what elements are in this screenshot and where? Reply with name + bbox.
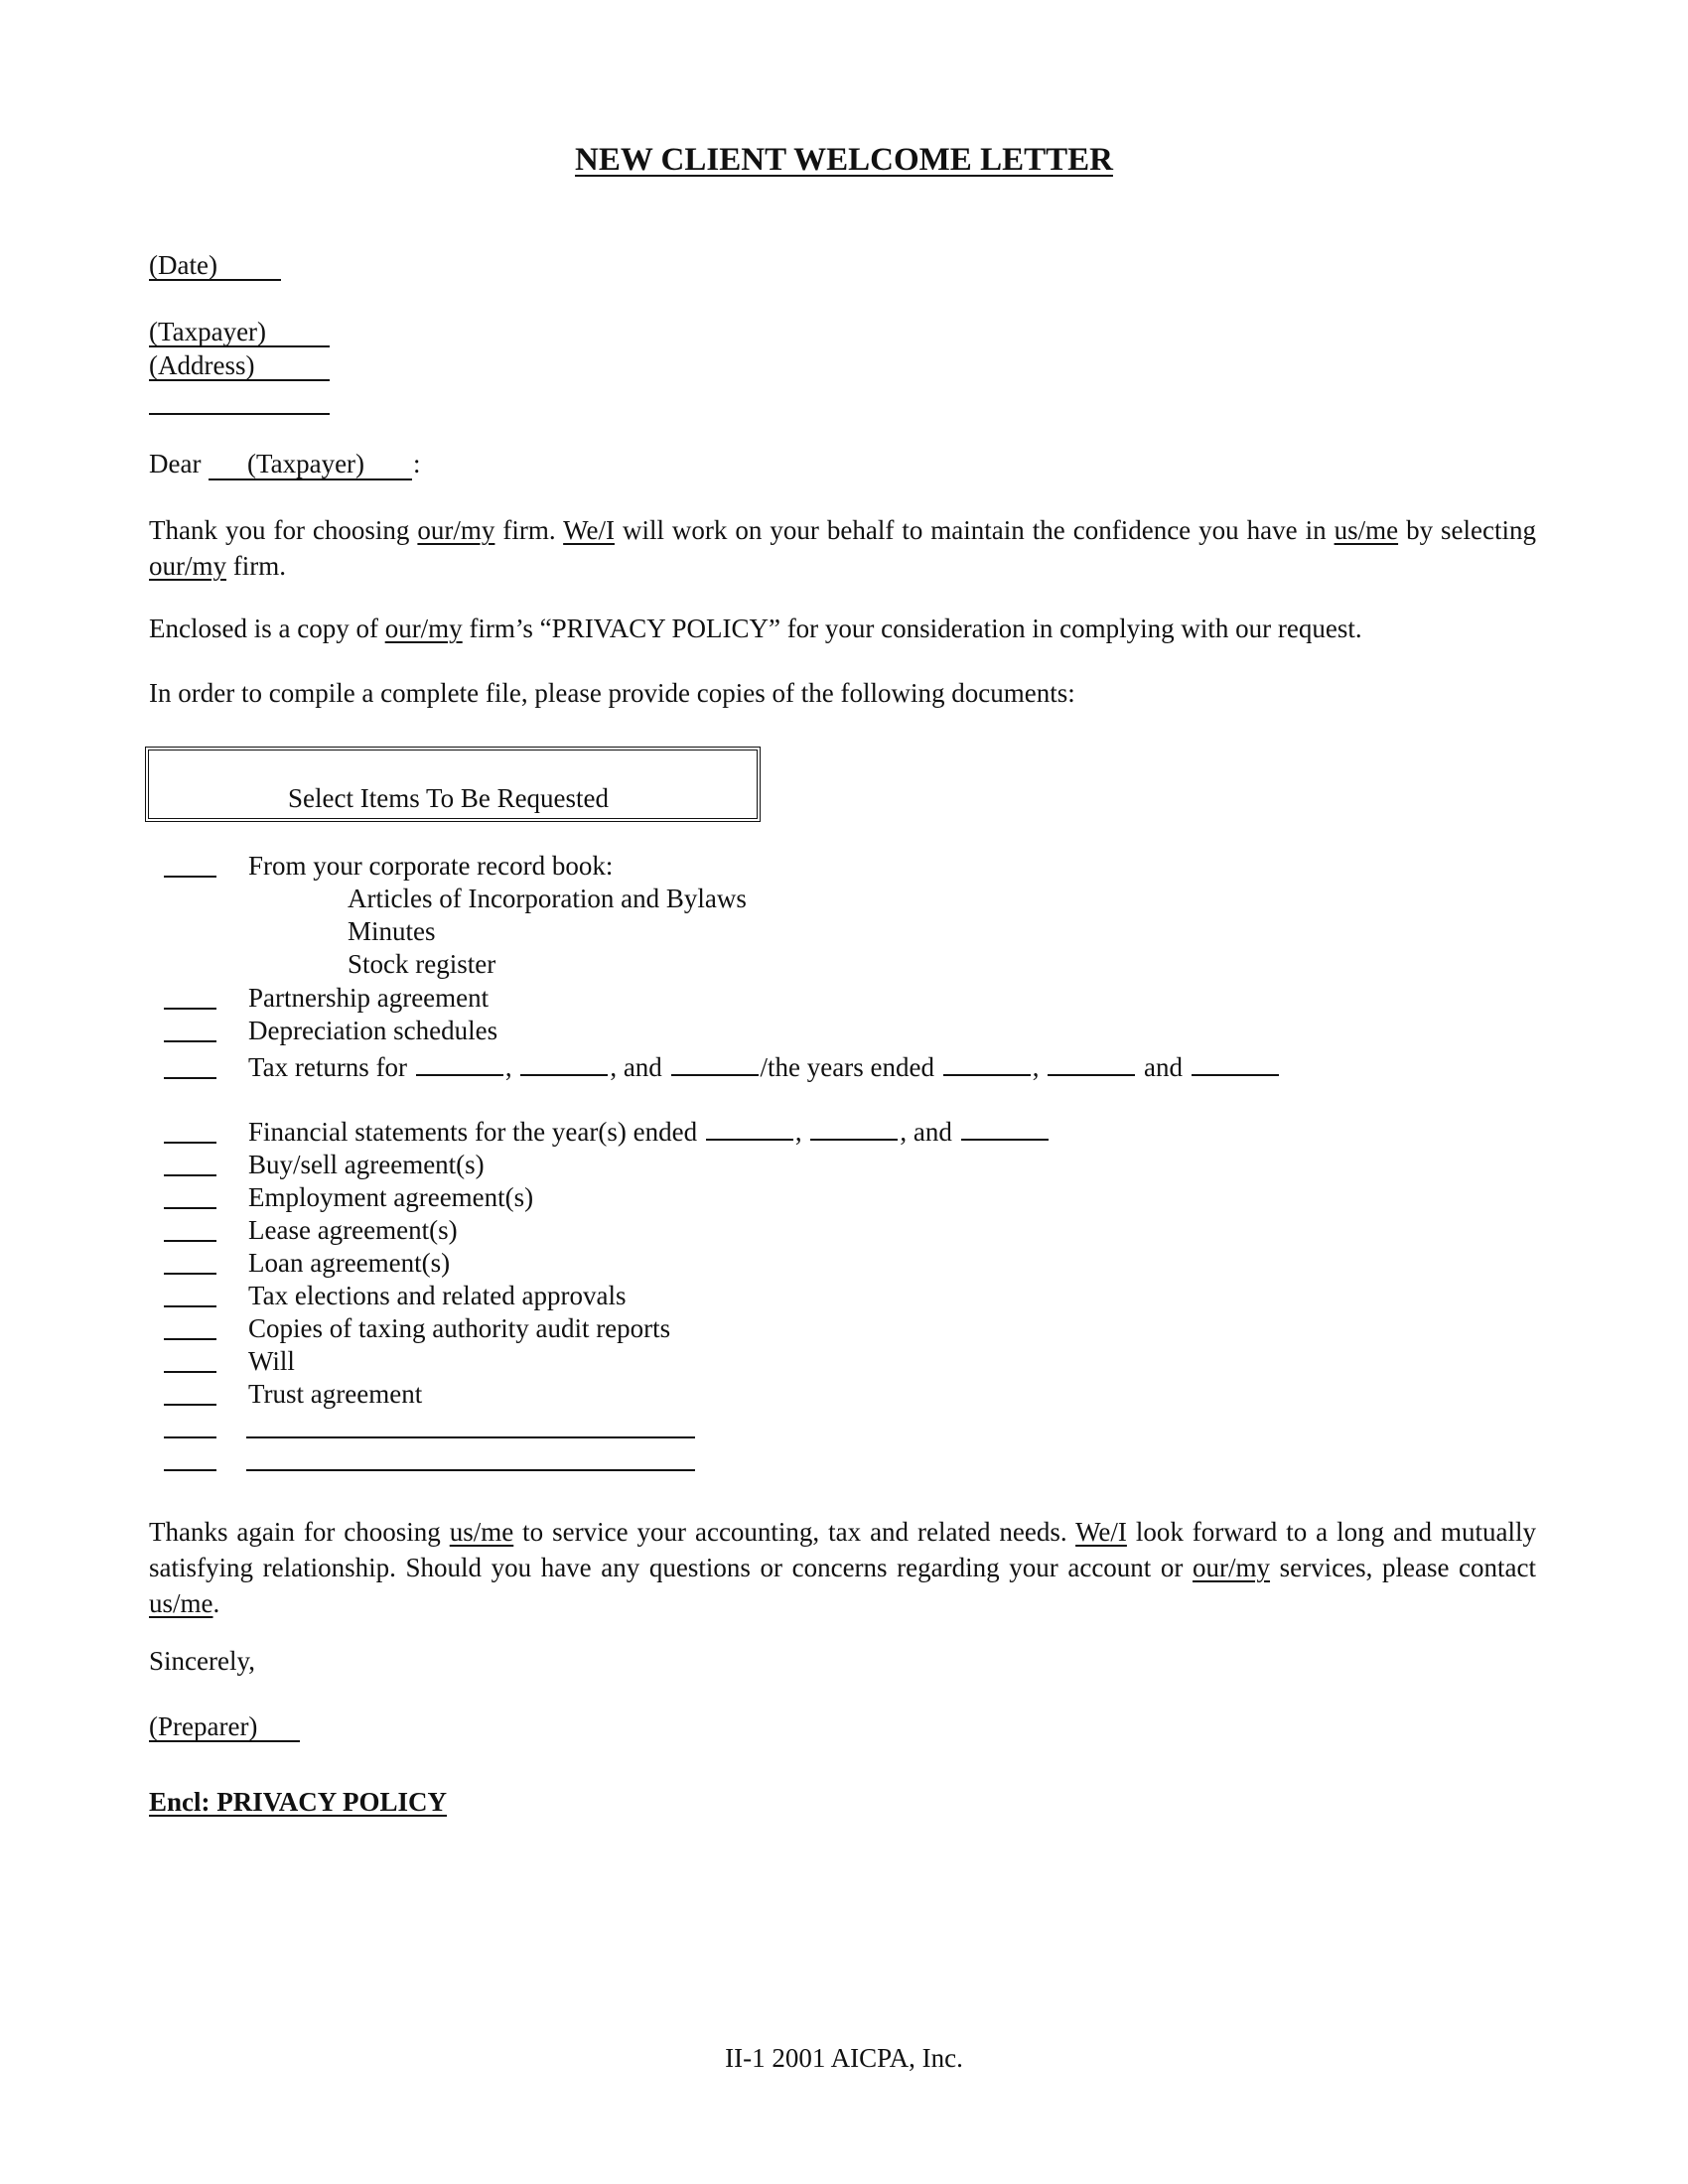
salutation-name: (Taxpayer) bbox=[247, 449, 365, 478]
checkbox-blank[interactable] bbox=[164, 1142, 216, 1144]
request-paragraph: In order to compile a complete file, please provide copies of the following documents: bbox=[149, 678, 1075, 708]
subitem-articles: Articles of Incorporation and Bylaws bbox=[348, 884, 747, 913]
checkbox-blank[interactable] bbox=[164, 1040, 216, 1042]
address-underline bbox=[149, 379, 330, 381]
checkbox-blank[interactable] bbox=[164, 876, 216, 878]
closing-paragraph: Thanks again for choosing us/me to service your accounting, tax and related needs. We/I look forward to a long and mutually satisfying relationship. Should you have any questions or concerns regarding your account or our/my services, please contact us/me. bbox=[149, 1517, 1537, 1618]
salutation-dear: Dear bbox=[149, 449, 202, 478]
item-lease-agreement: Lease agreement(s) bbox=[248, 1215, 458, 1245]
checkbox-blank[interactable] bbox=[164, 1469, 216, 1471]
item-employment-agreement: Employment agreement(s) bbox=[248, 1182, 534, 1212]
item-buy-sell-agreement: Buy/sell agreement(s) bbox=[248, 1150, 485, 1179]
year-blank[interactable] bbox=[1192, 1072, 1279, 1076]
intro-paragraph: Thank you for choosing our/my firm. We/I will work on your behalf to maintain the confidence you have in us/me by selecting our/my firm. bbox=[149, 515, 1537, 581]
subitem-minutes: Minutes bbox=[348, 916, 436, 946]
item-will: Will bbox=[248, 1346, 295, 1376]
sincerely: Sincerely, bbox=[149, 1646, 255, 1676]
item-financial-statements: Financial statements for the year(s) ended , , and bbox=[248, 1117, 1051, 1148]
item-audit-reports: Copies of taxing authority audit reports bbox=[248, 1313, 671, 1343]
year-blank[interactable] bbox=[810, 1137, 898, 1141]
checkbox-blank[interactable] bbox=[164, 1371, 216, 1373]
checkbox-blank[interactable] bbox=[164, 1404, 216, 1406]
date-field: (Date) bbox=[149, 250, 217, 280]
item-tax-elections: Tax elections and related approvals bbox=[248, 1281, 627, 1310]
page-footer: II-1 2001 AICPA, Inc. bbox=[725, 2043, 963, 2073]
checkbox-blank[interactable] bbox=[164, 1273, 216, 1275]
checkbox-blank[interactable] bbox=[164, 1240, 216, 1242]
year-blank[interactable] bbox=[671, 1072, 759, 1076]
letter-title: NEW CLIENT WELCOME LETTER bbox=[575, 142, 1113, 178]
custom-item-line[interactable] bbox=[246, 1469, 695, 1471]
year-blank[interactable] bbox=[961, 1137, 1049, 1141]
checkbox-blank[interactable] bbox=[164, 1338, 216, 1340]
taxpayer-field: (Taxpayer) bbox=[149, 317, 267, 346]
item-tax-returns: Tax returns for , , and /the years ended , and bbox=[248, 1052, 1281, 1083]
year-blank[interactable] bbox=[520, 1072, 608, 1076]
checkbox-blank[interactable] bbox=[164, 1008, 216, 1010]
address-field: (Address) bbox=[149, 350, 255, 380]
item-trust-agreement: Trust agreement bbox=[248, 1379, 423, 1409]
preparer-underline bbox=[149, 1740, 300, 1742]
salutation-colon: : bbox=[413, 449, 421, 478]
address-line-2 bbox=[149, 413, 330, 415]
item-depreciation-schedules: Depreciation schedules bbox=[248, 1016, 498, 1045]
checkbox-blank[interactable] bbox=[164, 1436, 216, 1438]
item-loan-agreement: Loan agreement(s) bbox=[248, 1248, 451, 1278]
checkbox-blank[interactable] bbox=[164, 1077, 216, 1079]
item-partnership-agreement: Partnership agreement bbox=[248, 983, 490, 1013]
checkbox-blank[interactable] bbox=[164, 1207, 216, 1209]
year-blank[interactable] bbox=[706, 1137, 793, 1141]
custom-item-line[interactable] bbox=[246, 1436, 695, 1438]
year-blank[interactable] bbox=[416, 1072, 503, 1076]
select-items-box bbox=[145, 747, 761, 822]
year-blank[interactable] bbox=[1048, 1072, 1135, 1076]
date-underline bbox=[149, 279, 281, 281]
taxpayer-underline bbox=[149, 345, 330, 347]
subitem-stock-register: Stock register bbox=[348, 949, 496, 979]
item-corporate-record-book: From your corporate record book: bbox=[248, 851, 614, 881]
salutation-underline bbox=[209, 478, 412, 480]
select-items-label: Select Items To Be Requested bbox=[288, 783, 610, 813]
checkbox-blank[interactable] bbox=[164, 1174, 216, 1176]
preparer-field: (Preparer) bbox=[149, 1711, 258, 1741]
enclosure-note: Encl: PRIVACY POLICY bbox=[149, 1787, 448, 1817]
checkbox-blank[interactable] bbox=[164, 1305, 216, 1307]
enclosure-paragraph: Enclosed is a copy of our/my firm’s “PRIVACY POLICY” for your consideration in complying with our request. bbox=[149, 614, 1362, 643]
year-blank[interactable] bbox=[943, 1072, 1031, 1076]
